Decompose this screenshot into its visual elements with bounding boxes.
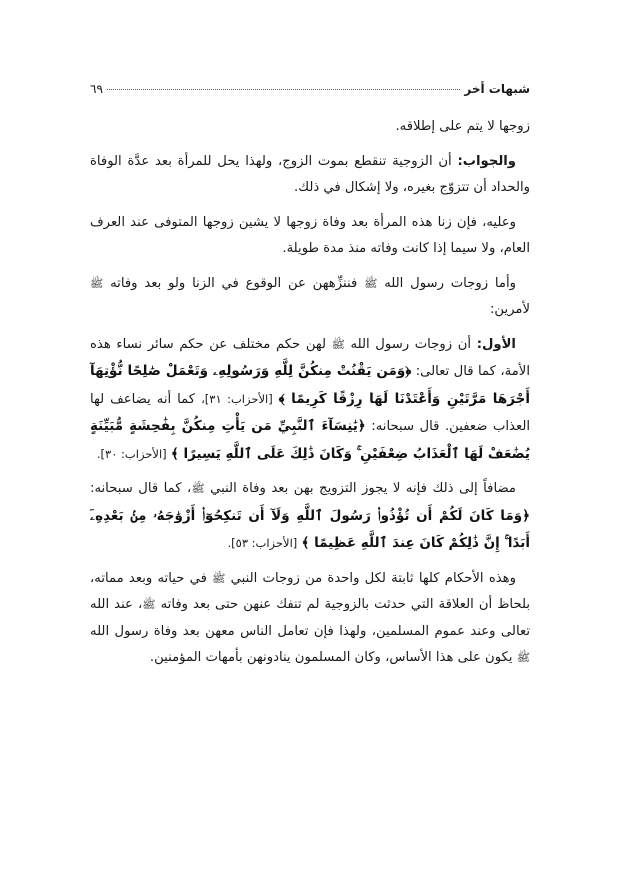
text-run: في حياته وبعد مماته، بلحاظ أن العلاقة التي حدثت بالزوجية لم تنفك عنهن حتى بعد وفاته xyxy=(90,570,530,612)
quran-verse: ﴿يَٰنِسَآءَ ٱلنَّبِيِّ مَن يَأْتِ مِنكُنَّ بِفَٰحِشَةٍ مُّبَيِّنَةٍ يُضَٰعَفْ لَهَا ٱلْعَذَابُ ضِعْفَيْنِ ۚ وَكَانَ ذَٰلِكَ عَلَى ٱللَّهِ يَسِيرًا ﴾ xyxy=(90,418,530,462)
text-run: لأمرين: xyxy=(489,302,530,317)
answer-lead: والجواب: xyxy=(457,153,516,169)
verse-reference: [الأحزاب: ٣٠]. xyxy=(96,446,167,461)
paragraph-text: وعليه، فإن زنا هذه المرأة بعد وفاة زوجها لا يشين زوجها المتوفى عند العرف العام، ولا سيما إذا كانت وفاته منذ مدة طويلة. xyxy=(90,214,530,256)
paragraph-therefore xyxy=(90,210,530,263)
quran-verse: ﴿وَمَن يَقْنُتْ مِنكُنَّ لِلَّهِ وَرَسُولِهِۦ وَتَعْمَلْ صَٰلِحًا نُّؤْتِهَآ أَجْرَهَا مَرَّتَيْنِ وَأَعْتَدْنَا لَهَا رِزْقًا كَرِيمًا ﴾ xyxy=(90,363,530,407)
text-run: لهن حكم مختلف عن حكم سائر نساء هذه الأمة، كما قال تعالى: xyxy=(90,336,530,379)
paragraph-prophet-wives xyxy=(90,271,530,324)
salawat-symbol: ﷺ xyxy=(516,651,530,664)
paragraph-rulings xyxy=(90,566,530,672)
first-lead: الأول: xyxy=(476,336,516,352)
text-run: وأما زوجات رسول الله xyxy=(384,275,516,291)
text-run: ، كما قال سبحانه: xyxy=(90,481,192,496)
verse-reference: [الأحزاب: ٣١]، xyxy=(201,391,273,406)
text-run: يكون على هذا الأساس، وكان المسلمون ينادونهن بأمهات المؤمنين. xyxy=(149,650,513,665)
paragraph-0 xyxy=(90,114,530,141)
page-number: ٦٩ xyxy=(90,82,103,96)
salawat-symbol: ﷺ xyxy=(212,571,226,585)
paragraph-answer xyxy=(90,149,530,202)
paragraph-first-reason xyxy=(90,332,530,469)
paragraph-text: زوجها لا يتم على إطلاقه. xyxy=(395,119,530,134)
text-run: أن زوجات رسول الله xyxy=(350,336,472,352)
paragraph-marriage xyxy=(90,476,530,558)
text-run: مضافاً إلى ذلك فإنه لا يجوز التزويج بهن بعد وفاة النبي xyxy=(210,481,516,496)
salawat-symbol: ﷺ xyxy=(364,276,378,290)
text-run: كما أنه يضاعف لها العذاب ضعفين. قال سبحانه: xyxy=(90,391,531,434)
body-text xyxy=(90,114,530,680)
text-run: ، عند الله تعالى وعند عموم المسلمين، ولهذا فإن تعامل الناس معهن بعد وفاة رسول الله xyxy=(90,597,530,639)
salawat-symbol: ﷺ xyxy=(90,276,104,290)
running-title: شبهات أخر xyxy=(464,82,530,96)
paragraph-text: أن الزوجية تنقطع بموت الزوج، ولهذا يحل للمرأة بعد عدَّة الوفاة والحداد أن تتزوّج بغيره، ولا إشكال في ذلك. xyxy=(90,153,530,195)
salawat-symbol: ﷺ xyxy=(142,598,156,611)
quran-verse: ﴿وَمَا كَانَ لَكُمْ أَن تُؤْذُوا۟ رَسُولَ ٱللَّهِ وَلَآ أَن تَنكِحُوٓا۟ أَزْوَٰجَهُۥ مِنۢ بَعْدِهِۦٓ أَبَدًا ۚ إِنَّ ذَٰلِكُمْ كَانَ عِندَ ٱللَّهِ عَظِيمًا ﴾ xyxy=(90,507,530,551)
salawat-symbol: ﷺ xyxy=(331,337,345,351)
dot-leader xyxy=(107,89,461,90)
verse-reference: [الأحزاب: ٥٣]. xyxy=(227,536,298,550)
salawat-symbol: ﷺ xyxy=(191,482,205,495)
text-run: فننزِّههن عن الوقوع في الزنا ولو بعد وفاته xyxy=(110,275,358,291)
text-run: وهذه الأحكام كلها ثابتة لكل واحدة من زوجات النبي xyxy=(230,570,516,586)
running-header xyxy=(90,82,530,96)
